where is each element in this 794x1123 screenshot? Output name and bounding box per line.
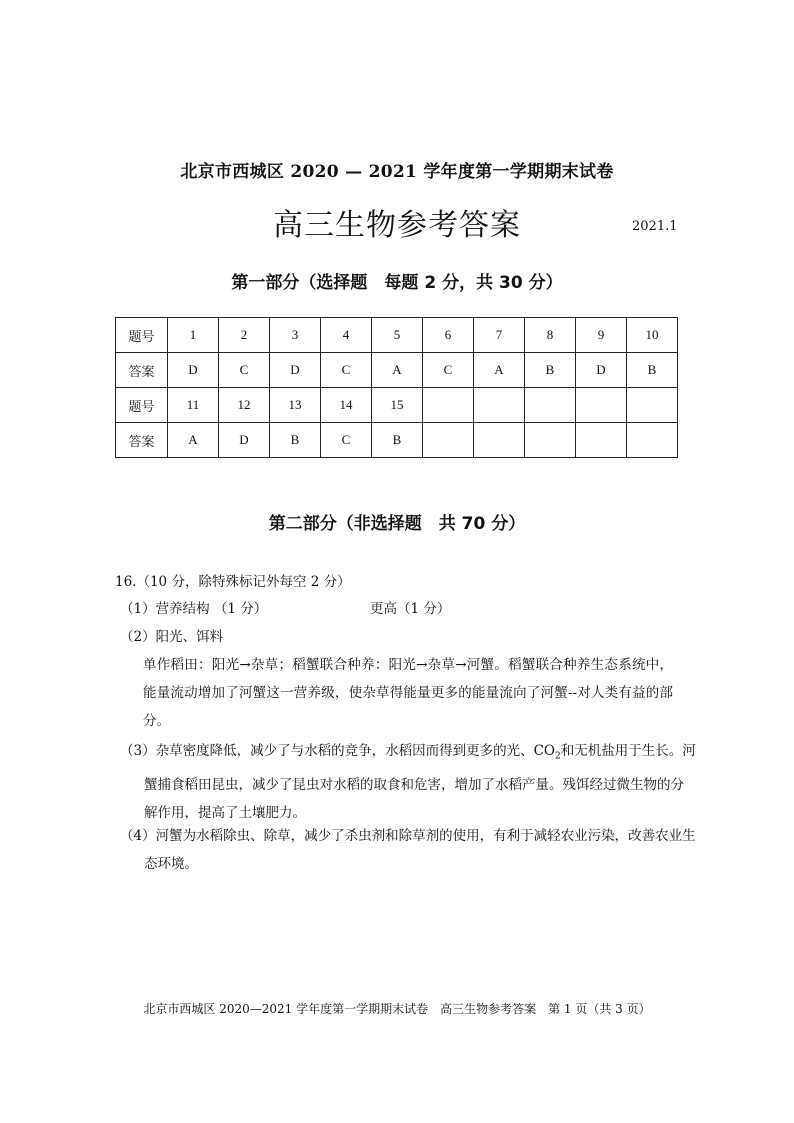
row-label: 题号: [116, 318, 168, 353]
row-label: 答案: [116, 423, 168, 458]
empty-cell: [576, 388, 627, 423]
answer-1-left: （1）营养结构 （1 分）: [120, 601, 268, 617]
subject-title: 高三生物参考答案: [273, 208, 521, 243]
question-number: 2: [219, 318, 270, 353]
answer-cell: C: [423, 353, 474, 388]
exam-date: 2021.1: [632, 219, 678, 234]
co2-subscript: 2: [555, 751, 561, 762]
table-row: [116, 353, 678, 388]
answer-4: （4）河蟹为水稻除虫、除草，减少了杀虫剂和除草剂的使用，有利于减轻农业污染，改善农业生态环境。: [120, 828, 696, 872]
empty-cell: [627, 388, 678, 423]
answer-cell: D: [270, 353, 321, 388]
exam-title: 北京市西城区 2020 — 2021 学年度第一学期期末试卷: [180, 162, 614, 182]
question-number: 7: [474, 318, 525, 353]
table-row: [116, 318, 678, 353]
question-number: 14: [321, 388, 372, 423]
answer-cell: D: [576, 353, 627, 388]
row-label: 题号: [116, 388, 168, 423]
question-number: 8: [525, 318, 576, 353]
answer-cell: A: [168, 423, 219, 458]
answer-2-body: 单作稻田：阳光→杂草；稻蟹联合种养：阳光→杂草→河蟹。稻蟹联合种养生态系统中，能量流动增加了河蟹这一营养级，使杂草得能量更多的能量流向了河蟹--对人类有益的部分。: [143, 657, 673, 729]
question-number: 15: [372, 388, 423, 423]
answer-table: [115, 317, 678, 458]
answer-cell: A: [474, 353, 525, 388]
question-number: 9: [576, 318, 627, 353]
answer-cell: D: [168, 353, 219, 388]
answer-cell: D: [219, 423, 270, 458]
answer-3-text-cont: 和无机盐用于生长。河蟹捕食稻田昆虫，减少了昆虫对水稻的取食和危害，增加了水稻产量。残饵经过微生物的分解作用，提高了土壤肥力。: [144, 743, 696, 821]
table-row: [116, 423, 678, 458]
question-number: 5: [372, 318, 423, 353]
empty-cell: [423, 388, 474, 423]
question-number: 1: [168, 318, 219, 353]
answer-cell: B: [525, 353, 576, 388]
answer-1-right: 更高（1 分）: [370, 601, 451, 617]
empty-cell: [474, 388, 525, 423]
answer-3-text: （3）杂草密度降低，减少了与水稻的竞争，水稻因而得到更多的光、CO: [120, 743, 555, 759]
answer-cell: C: [321, 423, 372, 458]
part1-heading: 第一部分（选择题 每题 2 分，共 30 分）: [231, 273, 563, 293]
answer-cell: B: [270, 423, 321, 458]
table-row: [116, 388, 678, 423]
answer-cell: B: [627, 353, 678, 388]
question-16-intro: 16.（10 分，除特殊标记外每空 2 分）: [115, 574, 351, 590]
question-number: 6: [423, 318, 474, 353]
question-number: 13: [270, 388, 321, 423]
question-number: 12: [219, 388, 270, 423]
empty-cell: [525, 388, 576, 423]
row-label: 答案: [116, 353, 168, 388]
answer-2-title: （2）阳光、饵料: [120, 629, 224, 645]
answer-cell: C: [219, 353, 270, 388]
empty-cell: [525, 423, 576, 458]
page-footer: 北京市西城区 2020—2021 学年度第一学期期末试卷 高三生物参考答案 第 1 页（共 3 页）: [143, 1002, 651, 1016]
question-number: 3: [270, 318, 321, 353]
answer-cell: C: [321, 353, 372, 388]
empty-cell: [423, 423, 474, 458]
empty-cell: [576, 423, 627, 458]
question-number: 4: [321, 318, 372, 353]
answer-cell: A: [372, 353, 423, 388]
answer-cell: B: [372, 423, 423, 458]
question-number: 10: [627, 318, 678, 353]
answer-3: [120, 737, 697, 827]
empty-cell: [474, 423, 525, 458]
question-number: 11: [168, 388, 219, 423]
empty-cell: [627, 423, 678, 458]
part2-heading: 第二部分（非选择题 共 70 分）: [268, 514, 526, 534]
